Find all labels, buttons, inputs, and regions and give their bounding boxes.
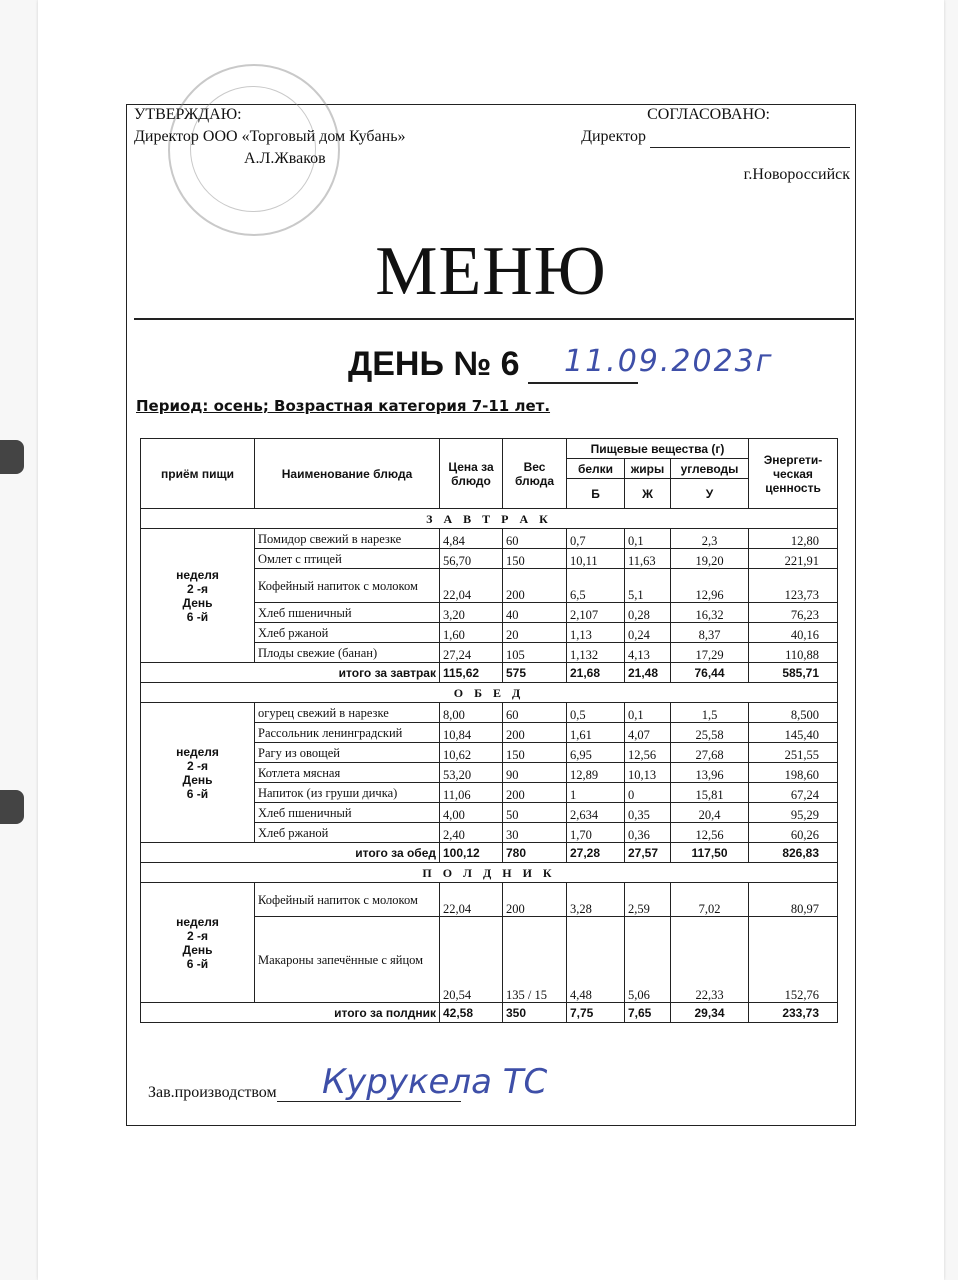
dish-carbs: 1,5	[671, 703, 749, 723]
meal-label-line: 2 -я	[186, 758, 208, 773]
binder-hole	[0, 440, 24, 474]
dish-fats: 0,36	[625, 823, 671, 843]
total-row	[141, 663, 838, 683]
dish-weight: 30	[503, 823, 567, 843]
dish-proteins: 4,48	[567, 917, 625, 1003]
meal-label-cell	[141, 883, 255, 1003]
dish-fats: 0,1	[625, 703, 671, 723]
total-row	[141, 1003, 838, 1023]
dish-fats: 0	[625, 783, 671, 803]
total-label: итого за завтрак	[141, 663, 440, 683]
table-row	[141, 883, 838, 917]
meal-label-cell	[141, 529, 255, 663]
meal-label-line: неделя	[176, 914, 219, 929]
dish-fats: 5,06	[625, 917, 671, 1003]
dish-proteins: 1	[567, 783, 625, 803]
total-proteins: 21,68	[567, 663, 625, 683]
total-energy: 233,73	[749, 1003, 838, 1023]
dish-carbs: 20,4	[671, 803, 749, 823]
dish-name: Хлеб ржаной	[255, 823, 440, 843]
date-underline	[528, 382, 638, 384]
dish-weight: 200	[503, 883, 567, 917]
dish-name: Кофейный напиток с молоком	[255, 569, 440, 603]
dish-weight: 150	[503, 743, 567, 763]
total-price: 100,12	[440, 843, 503, 863]
dish-weight: 200	[503, 569, 567, 603]
total-weight: 575	[503, 663, 567, 683]
dish-energy: 8,500	[749, 703, 838, 723]
dish-price: 56,70	[440, 549, 503, 569]
dish-weight: 90	[503, 763, 567, 783]
dish-price: 27,24	[440, 643, 503, 663]
section-title-row	[141, 863, 838, 883]
dish-energy: 251,55	[749, 743, 838, 763]
dish-price: 3,20	[440, 603, 503, 623]
agree-title: СОГЛАСОВАНО:	[647, 106, 770, 123]
dish-price: 53,20	[440, 763, 503, 783]
dish-price: 22,04	[440, 883, 503, 917]
dish-carbs: 19,20	[671, 549, 749, 569]
dish-carbs: 16,32	[671, 603, 749, 623]
dish-carbs: 12,96	[671, 569, 749, 603]
header-energy: Энергети-ческая ценность	[749, 439, 838, 509]
dish-price: 20,54	[440, 917, 503, 1003]
dish-carbs: 8,37	[671, 623, 749, 643]
total-label: итого за полдник	[141, 1003, 440, 1023]
dish-carbs: 15,81	[671, 783, 749, 803]
dish-fats: 11,63	[625, 549, 671, 569]
menu-body	[141, 509, 838, 1023]
header-nutrients: Пищевые вещества (г)	[567, 439, 749, 459]
dish-carbs: 2,3	[671, 529, 749, 549]
dish-price: 22,04	[440, 569, 503, 603]
meal-label-line: 2 -я	[186, 581, 208, 596]
approve-title: УТВЕРЖДАЮ:	[134, 106, 242, 123]
table-row	[141, 703, 838, 723]
day-date: 11.09.2023г	[564, 344, 774, 379]
dish-fats: 5,1	[625, 569, 671, 603]
dish-proteins: 3,28	[567, 883, 625, 917]
dish-proteins: 6,95	[567, 743, 625, 763]
total-fats: 7,65	[625, 1003, 671, 1023]
section-title: З А В Т Р А К	[141, 509, 838, 529]
dish-proteins: 2,634	[567, 803, 625, 823]
dish-proteins: 6,5	[567, 569, 625, 603]
dish-price: 2,40	[440, 823, 503, 843]
total-weight: 780	[503, 843, 567, 863]
meal-label-line: 2 -я	[186, 928, 208, 943]
menu-table	[140, 438, 838, 1023]
dish-carbs: 27,68	[671, 743, 749, 763]
dish-fats: 4,13	[625, 643, 671, 663]
dish-name: Хлеб ржаной	[255, 623, 440, 643]
dish-carbs: 12,56	[671, 823, 749, 843]
binder-hole	[0, 790, 24, 824]
total-carbs: 29,34	[671, 1003, 749, 1023]
dish-price: 1,60	[440, 623, 503, 643]
dish-weight: 50	[503, 803, 567, 823]
section-title-row	[141, 683, 838, 703]
total-price: 115,62	[440, 663, 503, 683]
total-fats: 21,48	[625, 663, 671, 683]
total-weight: 350	[503, 1003, 567, 1023]
table-row	[141, 529, 838, 549]
dish-name: Рагу из овощей	[255, 743, 440, 763]
dish-carbs: 13,96	[671, 763, 749, 783]
meal-label-line: День	[182, 595, 213, 610]
total-label: итого за обед	[141, 843, 440, 863]
dish-proteins: 0,5	[567, 703, 625, 723]
dish-name: огурец свежий в нарезке	[255, 703, 440, 723]
total-carbs: 76,44	[671, 663, 749, 683]
dish-energy: 67,24	[749, 783, 838, 803]
total-proteins: 7,75	[567, 1003, 625, 1023]
section-title: О Б Е Д	[141, 683, 838, 703]
approve-role: Директор ООО «Торговый дом Кубань»	[134, 128, 406, 145]
dish-carbs: 7,02	[671, 883, 749, 917]
meal-label-line: День	[182, 942, 213, 957]
dish-energy: 95,29	[749, 803, 838, 823]
title-divider	[134, 318, 854, 320]
dish-fats: 10,13	[625, 763, 671, 783]
section-title-row	[141, 509, 838, 529]
dish-price: 8,00	[440, 703, 503, 723]
dish-fats: 0,28	[625, 603, 671, 623]
dish-price: 11,06	[440, 783, 503, 803]
dish-proteins: 2,107	[567, 603, 625, 623]
dish-weight: 60	[503, 703, 567, 723]
dish-name: Кофейный напиток с молоком	[255, 883, 440, 917]
dish-proteins: 1,13	[567, 623, 625, 643]
dish-energy: 110,88	[749, 643, 838, 663]
signature-line	[650, 133, 850, 148]
header-fats: жиры	[625, 459, 671, 479]
section-title: П О Л Д Н И К	[141, 863, 838, 883]
dish-fats: 0,35	[625, 803, 671, 823]
dish-proteins: 10,11	[567, 549, 625, 569]
dish-fats: 0,1	[625, 529, 671, 549]
total-row	[141, 843, 838, 863]
dish-fats: 0,24	[625, 623, 671, 643]
header-name: Наименование блюда	[255, 439, 440, 509]
page-title: МЕНЮ	[375, 233, 607, 310]
footer-signature: Курукела ТС	[322, 1062, 548, 1102]
dish-weight: 105	[503, 643, 567, 663]
dish-name: Плоды свежие (банан)	[255, 643, 440, 663]
meal-label-cell	[141, 703, 255, 843]
dish-energy: 152,76	[749, 917, 838, 1003]
agree-role: Директор	[581, 128, 646, 145]
approve-block	[134, 104, 406, 170]
footer-label: Зав.производством	[148, 1084, 277, 1101]
dish-energy: 145,40	[749, 723, 838, 743]
dish-energy: 40,16	[749, 623, 838, 643]
dish-weight: 200	[503, 783, 567, 803]
header-meal: приём пищи	[141, 439, 255, 509]
dish-price: 10,62	[440, 743, 503, 763]
dish-name: Макароны запечённые с яйцом	[255, 917, 440, 1003]
dish-weight: 40	[503, 603, 567, 623]
dish-fats: 4,07	[625, 723, 671, 743]
meal-label-line: 6 -й	[186, 609, 209, 624]
dish-energy: 221,91	[749, 549, 838, 569]
total-energy: 585,71	[749, 663, 838, 683]
total-carbs: 117,50	[671, 843, 749, 863]
dish-energy: 123,73	[749, 569, 838, 603]
dish-carbs: 22,33	[671, 917, 749, 1003]
header-price: Цена за блюдо	[440, 439, 503, 509]
dish-proteins: 12,89	[567, 763, 625, 783]
total-price: 42,58	[440, 1003, 503, 1023]
total-energy: 826,83	[749, 843, 838, 863]
dish-name: Омлет с птицей	[255, 549, 440, 569]
dish-weight: 150	[503, 549, 567, 569]
dish-name: Котлета мясная	[255, 763, 440, 783]
dish-fats: 12,56	[625, 743, 671, 763]
dish-energy: 60,26	[749, 823, 838, 843]
dish-weight: 20	[503, 623, 567, 643]
dish-name: Помидор свежий в нарезке	[255, 529, 440, 549]
dish-name: Напиток (из груши дичка)	[255, 783, 440, 803]
dish-proteins: 0,7	[567, 529, 625, 549]
dish-proteins: 1,61	[567, 723, 625, 743]
dish-name: Рассольник ленинградский	[255, 723, 440, 743]
dish-weight: 60	[503, 529, 567, 549]
approve-name: А.Л.Жваков	[244, 150, 326, 167]
dish-weight: 135 / 15	[503, 917, 567, 1003]
header-c-short: У	[671, 479, 749, 509]
header-proteins: белки	[567, 459, 625, 479]
header-p-short: Б	[567, 479, 625, 509]
dish-proteins: 1,70	[567, 823, 625, 843]
meal-label-line: неделя	[176, 744, 219, 759]
header-weight: Вес блюда	[503, 439, 567, 509]
dish-name: Хлеб пшеничный	[255, 603, 440, 623]
meal-label-line: 6 -й	[186, 956, 209, 971]
dish-weight: 200	[503, 723, 567, 743]
total-proteins: 27,28	[567, 843, 625, 863]
header-f-short: Ж	[625, 479, 671, 509]
dish-price: 4,00	[440, 803, 503, 823]
period-line: Период: осень; Возрастная категория 7-11 лет.	[136, 397, 551, 415]
dish-energy: 198,60	[749, 763, 838, 783]
agree-block	[560, 104, 850, 186]
dish-price: 10,84	[440, 723, 503, 743]
meal-label-line: неделя	[176, 567, 219, 582]
meal-label-line: 6 -й	[186, 786, 209, 801]
dish-price: 4,84	[440, 529, 503, 549]
dish-carbs: 17,29	[671, 643, 749, 663]
dish-energy: 80,97	[749, 883, 838, 917]
header-carbs: углеводы	[671, 459, 749, 479]
dish-proteins: 1,132	[567, 643, 625, 663]
dish-carbs: 25,58	[671, 723, 749, 743]
total-fats: 27,57	[625, 843, 671, 863]
meal-label-line: День	[182, 772, 213, 787]
dish-name: Хлеб пшеничный	[255, 803, 440, 823]
day-label: ДЕНЬ № 6	[348, 345, 520, 383]
dish-fats: 2,59	[625, 883, 671, 917]
agree-city: г.Новороссийск	[743, 166, 850, 183]
dish-energy: 12,80	[749, 529, 838, 549]
dish-energy: 76,23	[749, 603, 838, 623]
